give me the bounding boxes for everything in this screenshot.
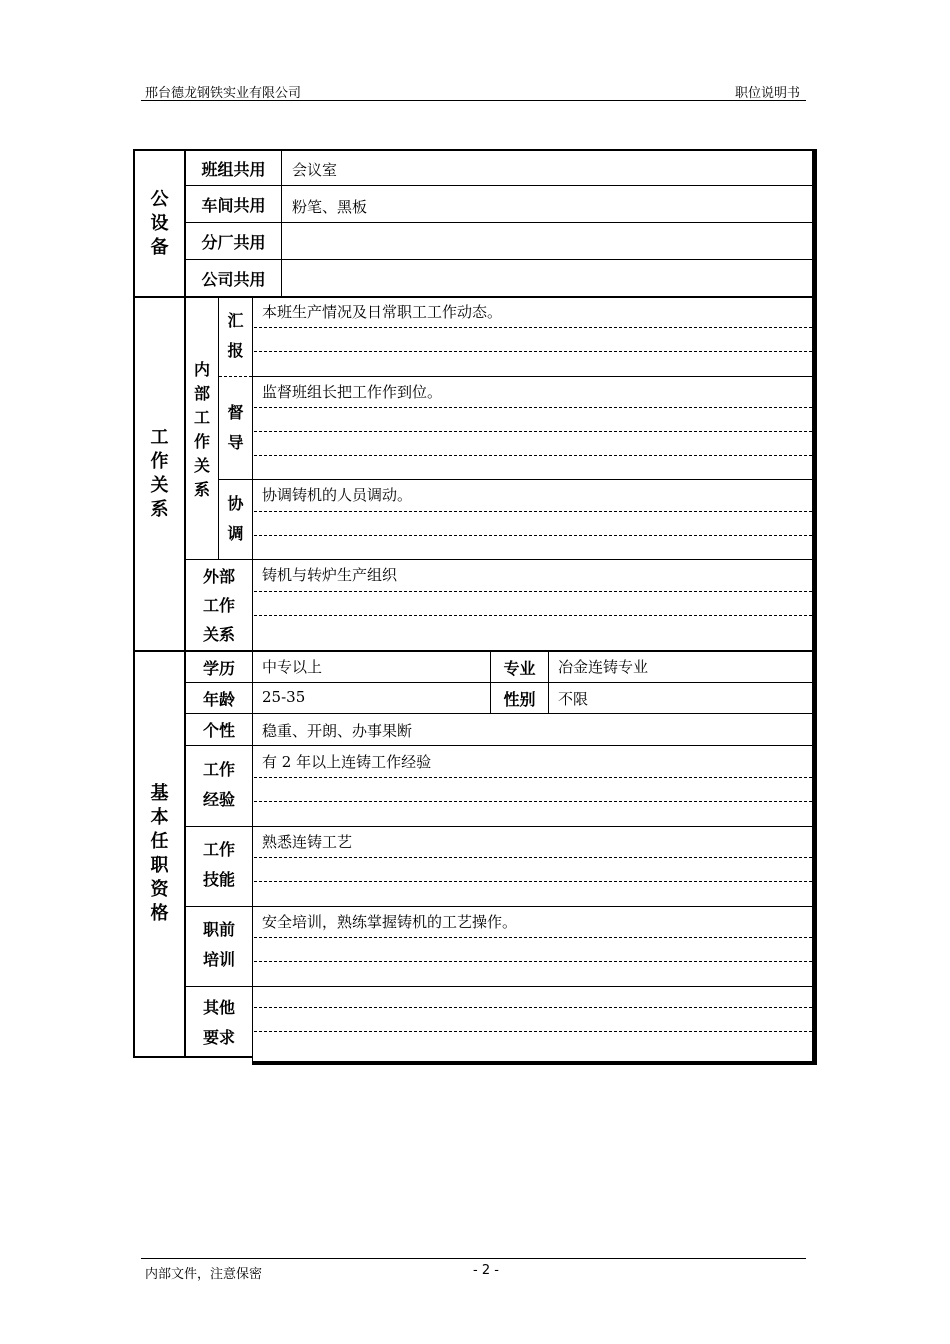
dashed-line xyxy=(254,407,812,408)
label-line: 职前 xyxy=(202,920,235,939)
value-education: 中专以上 xyxy=(262,658,323,676)
label-char: 备 xyxy=(150,236,169,258)
section-sep-1 xyxy=(133,296,814,298)
row-line xyxy=(184,906,814,907)
row-line xyxy=(184,986,814,987)
label-char: 工 xyxy=(193,408,210,427)
label-training xyxy=(186,912,252,978)
table-shadow-right xyxy=(812,149,817,1065)
row-line xyxy=(218,479,814,480)
equipment-col-divider xyxy=(281,149,282,297)
dashed-line xyxy=(254,801,812,802)
label-char: 作 xyxy=(193,432,210,451)
label-workshop-shared: 车间共用 xyxy=(201,195,266,215)
label-char: 基 xyxy=(150,783,169,804)
dashed-line xyxy=(254,455,812,456)
label-char: 报 xyxy=(227,341,244,360)
label-char: 职 xyxy=(150,855,169,876)
value-skills: 熟悉连铸工艺 xyxy=(262,833,353,851)
value-major: 冶金连铸专业 xyxy=(558,658,649,676)
label-char: 工 xyxy=(150,427,169,448)
label-char: 内 xyxy=(193,360,210,379)
label-char: 公 xyxy=(150,188,169,210)
row-line xyxy=(184,745,814,746)
label-char: 调 xyxy=(227,524,244,543)
value-team-shared: 会议室 xyxy=(292,161,338,179)
value-external-relations: 铸机与转炉生产组织 xyxy=(262,566,398,584)
header-doc-type: 职位说明书 xyxy=(735,86,801,101)
label-major: 专业 xyxy=(503,658,536,678)
label-line: 外部 xyxy=(202,566,235,586)
label-line: 工作 xyxy=(202,840,235,859)
value-gender: 不限 xyxy=(558,690,589,708)
label-char: 关 xyxy=(193,456,210,475)
label-char: 设 xyxy=(150,212,169,234)
label-char: 部 xyxy=(193,384,210,403)
label-line: 要求 xyxy=(202,1028,235,1047)
label-char: 本 xyxy=(150,807,169,828)
label-coordinate xyxy=(219,487,252,551)
label-personality: 个性 xyxy=(202,721,235,740)
page-number: - 2 - xyxy=(473,1263,499,1278)
table-shadow-bottom xyxy=(252,1061,817,1065)
label-internal-relations xyxy=(186,335,218,525)
section-label-relations xyxy=(135,298,184,650)
header-rule xyxy=(141,100,806,101)
value-workshop-shared: 粉笔、黑板 xyxy=(292,198,368,216)
label-company-shared: 公司共用 xyxy=(201,269,266,289)
label-char: 资 xyxy=(150,879,169,900)
row-line xyxy=(184,826,814,827)
label-char: 导 xyxy=(227,433,244,452)
label-char: 任 xyxy=(150,831,169,852)
value-report: 本班生产情况及日常职工工作动态。 xyxy=(262,303,503,321)
relations-value-divider xyxy=(252,297,253,651)
dashed-line xyxy=(254,351,812,352)
label-supervise xyxy=(219,396,252,460)
label-char: 督 xyxy=(227,403,244,422)
label-report xyxy=(219,305,252,367)
dashed-line xyxy=(254,511,812,512)
value-experience: 有 2 年以上连铸工作经验 xyxy=(262,753,432,771)
label-other xyxy=(186,990,252,1056)
subrow-dash xyxy=(219,376,252,377)
label-line: 关系 xyxy=(202,624,235,644)
label-char: 协 xyxy=(227,494,244,513)
value-personality: 稳重、开朗、办事果断 xyxy=(262,722,413,740)
dashed-line xyxy=(254,327,812,328)
label-char: 关 xyxy=(150,475,169,496)
footer-rule xyxy=(141,1258,806,1259)
value-training: 安全培训，熟练掌握铸机的工艺操作。 xyxy=(262,913,518,931)
footer-note: 内部文件，注意保密 xyxy=(145,1267,263,1282)
label-char: 格 xyxy=(150,903,169,924)
label-char: 汇 xyxy=(227,311,244,330)
label-age: 年龄 xyxy=(202,689,235,709)
dashed-line xyxy=(254,1031,812,1032)
label-char: 作 xyxy=(150,451,169,472)
dashed-line xyxy=(254,937,812,938)
header-company: 邢台德龙钢铁实业有限公司 xyxy=(145,86,302,101)
dashed-line xyxy=(254,431,812,432)
dashed-line xyxy=(254,961,812,962)
label-char: 系 xyxy=(150,499,169,520)
dashed-line xyxy=(254,857,812,858)
label-education: 学历 xyxy=(202,658,235,678)
label-branch-shared: 分厂共用 xyxy=(201,232,266,252)
label-char: 系 xyxy=(193,480,210,499)
dashed-line xyxy=(254,777,812,778)
label-line: 工作 xyxy=(202,595,235,615)
dashed-line xyxy=(254,1007,812,1008)
label-line: 其他 xyxy=(202,998,235,1017)
row-line xyxy=(252,376,814,377)
value-supervise: 监督班组长把工作作到位。 xyxy=(262,383,443,401)
row-line xyxy=(184,713,814,714)
section-label-qualifications xyxy=(135,652,184,1056)
dashed-line xyxy=(254,615,812,616)
value-coordinate: 协调铸机的人员调动。 xyxy=(262,486,413,504)
label-experience xyxy=(186,752,252,818)
label-team-shared: 班组共用 xyxy=(201,159,266,179)
label-external-relations xyxy=(186,562,252,648)
label-line: 工作 xyxy=(202,760,235,779)
section-label-equipment xyxy=(135,151,184,296)
label-skills xyxy=(186,832,252,898)
dashed-line xyxy=(254,591,812,592)
dashed-line xyxy=(254,535,812,536)
label-line: 经验 xyxy=(202,790,235,809)
row-line xyxy=(184,559,814,560)
dashed-line xyxy=(254,881,812,882)
label-line: 培训 xyxy=(202,950,235,969)
label-line: 技能 xyxy=(202,870,235,889)
value-age: 25-35 xyxy=(262,688,306,706)
table-bottom-left-border xyxy=(133,1056,253,1058)
label-gender: 性别 xyxy=(503,689,536,709)
